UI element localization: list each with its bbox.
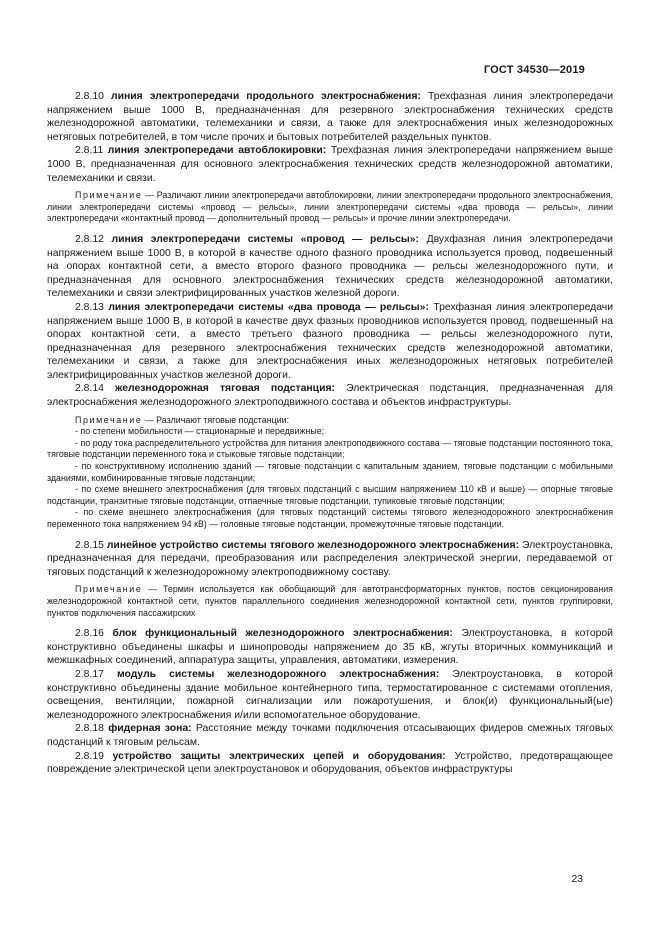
clause-number: 2.8.10	[75, 91, 104, 102]
document-body	[47, 90, 613, 777]
page-number: 23	[571, 874, 583, 885]
note-text: — Различают линии электропередачи автоблокировки, линии электропередачи продольного электроснабжения, линии электропередачи системы «провод — рельсы», линии электропередачи системы «два провода — рельсы», линии электропередачи «контактный провод — дополнительный провод — рельсы» и прочие линии электропередачи.	[47, 190, 613, 224]
note-substations	[47, 415, 613, 427]
clause-2-8-12	[47, 233, 613, 301]
clause-definition: Электроустановка, предназначенная для передачи, преобразования или распределения электрической энергии, передаваемой от тяговых подстанций к железнодорожному электроподвижному составу.	[47, 539, 613, 578]
note-label: Примечание	[75, 190, 143, 201]
clause-2-8-15	[47, 539, 613, 580]
note-list-item: - по роду тока распределительного устройства для питания электроподвижного состава — тяговые подстанции постоянного тока, тяговые подстанции переменного тока и стыковые тяговые подстанции;	[47, 437, 613, 460]
clause-definition: Трехфазная линия электропередачи напряжением выше 1000 В, в которой в качестве двух фазных проводников используется провод, подвешенный на опорах контактной сети, а вместо третьего фазного проводника — рельсы железнодорожного пути, предназначенная для резервного электроснабжения технических средств железнодорожной автоматики, телемеханики и связи, а также для электроснабжения иных железнодорожных нетяговых потребителей электрифицированных участков железной дороги.	[47, 301, 613, 381]
clause-definition: Электроустановка, в которой конструктивно объединены шкафы и шинопроводы напряжением до 35 кВ, жгуты вторичных коммуникаций и межшкафных соединений, аппаратура защиты, управления, автоматики, измерения.	[47, 628, 613, 667]
clause-2-8-11	[47, 144, 613, 185]
clause-term: железнодорожная тяговая подстанция:	[114, 383, 335, 395]
clause-term: линия электропередачи продольного электроснабжения:	[110, 91, 421, 102]
note-list-item: - по степени мобильности — стационарные и передвижные;	[75, 426, 325, 437]
clause-term: линия электропередачи системы «провод — рельсы»:	[111, 233, 419, 245]
clause-number: 2.8.13	[75, 301, 104, 313]
note-label: Примечание	[75, 584, 143, 595]
clause-2-8-14	[47, 382, 613, 409]
clause-term: линейное устройство системы тягового железнодорожного электроснабжения:	[106, 539, 520, 551]
note-lines	[47, 190, 613, 225]
clause-2-8-19	[47, 750, 613, 777]
clause-definition: Двухфазная линия электропередачи напряжением выше 1000 В, в которой в качестве одного фазного проводника используется провод, подвешенный на опорах контактной сети, а вместо второго фазного проводника — рельсы железнодорожного пути, и предназначенная для основного электроснабжения технических средств железнодорожной автоматики, телемеханики и связи электрифицированных участков железной дороги.	[47, 233, 613, 300]
clause-term: линия электропередачи системы «два провода — рельсы»:	[108, 301, 429, 313]
clause-2-8-13	[47, 301, 613, 383]
clause-definition: Расстояние между точками подключения отсасывающих фидеров смежных тяговых подстанций к тяговым рельсам.	[47, 723, 614, 748]
clause-definition: Трехфазная линия электропередачи напряжением выше 1000 В, предназначенная для основного электроснабжения технических средств железнодорожной автоматики, телемеханики и связи.	[47, 145, 613, 184]
note-text: — Термин используется как обобщающий для автотрансформаторных пунктов, постов секционирования железнодорожной контактной сети, пунктов параллельного соединения железнодорожной контактной сети, пунктов группировки, пунктов подключения пассажирских	[47, 584, 613, 618]
clause-definition: Устройство, предотвращающее повреждение электрической цепи электроустановок и оборудования, объектов инфраструктуры	[47, 750, 614, 776]
note-list-item: - по схеме внешнего электроснабжения (для тяговых подстанций с высшим напряжением 110 кВ и выше) — опорные тяговые подстанции, транзитные тяговые подстанции, отпаечные тяговые подстанции, тупиковые тяговые подстанции;	[47, 484, 613, 506]
note-text: — Различают тяговые подстанции:	[142, 414, 290, 425]
clause-definition: Электрическая подстанция, предназначенная для электроснабжения железнодорожного электроподвижного состава и объектов инфраструктуры.	[47, 383, 614, 409]
clause-term: устройство защиты электрических цепей и оборудования:	[112, 750, 446, 762]
note-list-item: - по схеме внешнего электроснабжения (для тяговых подстанций системы тягового железнодорожного электроснабжения переменного тока напряжением 94 кВ) — головные тяговые подстанции, промежуточные тяговые подстанции.	[47, 507, 613, 529]
clause-number: 2.8.17	[75, 668, 104, 680]
clause-number: 2.8.18	[75, 723, 104, 735]
clause-definition: Трехфазная линия электропередачи напряжением выше 1000 В, предназначенная для резервного электроснабжения технических средств железнодорожной автоматики, телемеханики и связи, а также для электроснабжения иных железнодорожных нетяговых потребителей, в том числе прочих и бытовых потребителей раздельных пунктов.	[47, 91, 613, 143]
clause-number: 2.8.16	[75, 628, 104, 640]
clause-2-8-18	[47, 722, 613, 749]
clause-term: блок функциональный железнодорожного электроснабжения:	[112, 628, 453, 640]
note-list-item: - по конструктивному исполнению зданий — тяговые подстанции с капитальным зданием, тяговые подстанции с мобильными зданиями, комбинированные тяговые подстанции;	[47, 461, 613, 483]
clause-term: линия электропередачи автоблокировки:	[107, 145, 327, 157]
clause-number: 2.8.15	[75, 539, 104, 551]
note-label: Примечание	[75, 414, 143, 425]
clause-number: 2.8.19	[75, 750, 104, 762]
clause-term: модуль системы железнодорожного электроснабжения:	[116, 668, 440, 680]
clause-2-8-10	[47, 90, 613, 144]
clause-2-8-17	[47, 668, 613, 722]
clause-2-8-16	[47, 627, 613, 668]
clause-term: фидерная зона:	[108, 723, 192, 735]
note-linear-devices	[47, 584, 613, 619]
clause-definition: Электроустановка, в которой конструктивно объединены здание мобильное контейнерного типа, термостатированное с системами отопления, освещения, вентиляции, пожарной сигнализации или пожаротушения, и блок(и) функциональный(ые) железнодорожного электроснабжения и/или вспомогательное оборудование.	[47, 668, 613, 721]
clause-number: 2.8.11	[75, 145, 104, 157]
clause-number: 2.8.12	[75, 233, 104, 245]
document-code: ГОСТ 34530—2019	[483, 64, 585, 76]
clause-number: 2.8.14	[75, 383, 104, 395]
